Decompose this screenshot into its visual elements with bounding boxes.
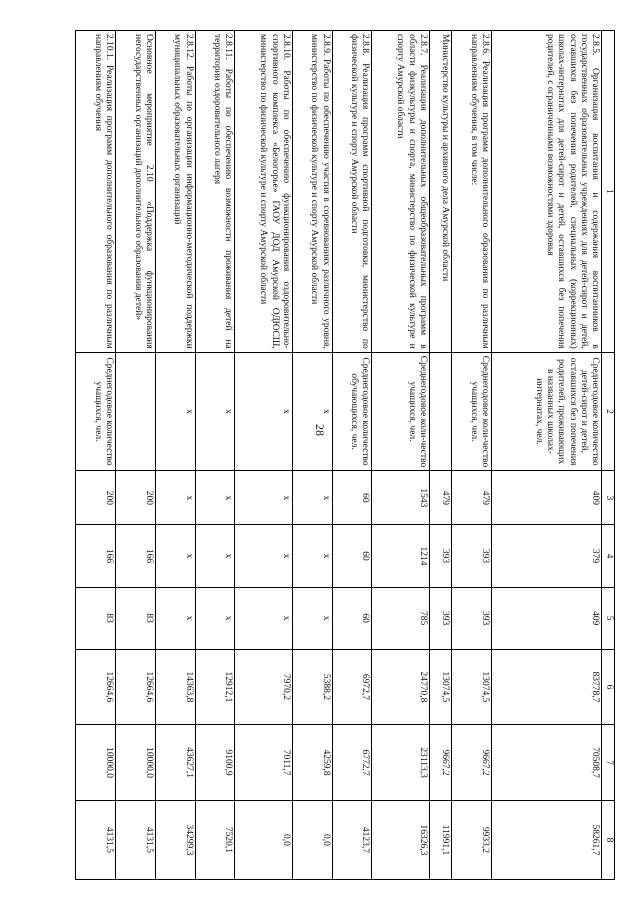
cell-value: 60 xyxy=(332,471,372,525)
row-name: 2.8.11. Работы по обеспечению возможности проживания детей на территории оздоровительного лагеря xyxy=(195,31,235,353)
row-name: 2.8.5. Организация воспитания и содержания воспитанников в государственных образовательных учреждениях для детей-сирот и детей, оставшихся без попечения родителей, специальных (коррекционных) школах-интернатах для детей-сирот и детей, оставшихся без попечения родителей, с ограниченными возможностями здоровья xyxy=(491,31,601,353)
cell-value: 393 xyxy=(429,525,451,587)
cell-value: 479 xyxy=(452,471,492,525)
cell-value: х xyxy=(195,471,235,525)
cell-value: х xyxy=(235,471,292,525)
cell-value: 393 xyxy=(429,587,451,649)
cell-value: 70508,7 xyxy=(491,725,601,801)
cell-value: 409 xyxy=(491,471,601,525)
cell-value: 7520,1 xyxy=(195,800,235,879)
cell-value: 200 xyxy=(76,471,116,525)
cell-value: 1214 xyxy=(372,525,429,587)
cell-value: 0,0 xyxy=(235,800,292,879)
cell-value: 200 xyxy=(115,471,155,525)
row-name: 2.8.10. Работы по обеспечению функционирования оздоровительно-спортивного комплекса «Белогорье» ГАОУ ДОД Амурской ОДЮСШ, министерство по физической культуре и спорту Амурской области xyxy=(235,31,292,353)
cell-value: 12664,6 xyxy=(115,649,155,725)
table-row xyxy=(76,31,116,880)
cell-value: 9667,2 xyxy=(429,725,451,801)
table-row xyxy=(429,31,451,880)
cell-value: х xyxy=(155,587,195,649)
cell-value: 4123,7 xyxy=(332,800,372,879)
cell-value: 16326,3 xyxy=(372,800,429,879)
cell-value: 83778,7 xyxy=(491,649,601,725)
column-header: 8 xyxy=(602,800,615,879)
cell-value: 785 xyxy=(372,587,429,649)
column-header: 4 xyxy=(602,525,615,587)
row-name: 2.8.6. Реализация программ дополнительного образования по различным направлениям обучения, в том числе: xyxy=(452,31,492,353)
row-indicator xyxy=(429,352,451,471)
table-row xyxy=(491,31,601,880)
cell-value: х xyxy=(292,525,332,587)
table-row xyxy=(115,31,155,880)
budget-table xyxy=(75,30,615,880)
cell-value: 6972,7 xyxy=(332,649,372,725)
cell-value: 23113,3 xyxy=(372,725,429,801)
row-indicator: Среднегодовое количество обучающихся, чел. xyxy=(332,352,372,471)
row-name: Основное мероприятие 2.10 «Поддержка функционирования негосударственных организаций дополнительного образования детей» xyxy=(115,31,155,353)
cell-value: 12912,1 xyxy=(195,649,235,725)
cell-value: 166 xyxy=(76,525,116,587)
cell-value: 10000,0 xyxy=(76,725,116,801)
table-row xyxy=(332,31,372,880)
cell-value: 0,0 xyxy=(292,800,332,879)
cell-value: 11991,1 xyxy=(429,800,451,879)
row-name: 2.8.9. Работы по обеспечению участия в соревнованиях различного уровня, министерство по физической культуре и спорту Амурской области xyxy=(292,31,332,353)
cell-value: 9100,9 xyxy=(195,725,235,801)
header-row xyxy=(602,31,615,880)
cell-value: х xyxy=(155,525,195,587)
row-name: 2.10.1. Реализация программ дополнительного образования по различным направлениям обучения xyxy=(76,31,116,353)
cell-value: 9933,2 xyxy=(452,800,492,879)
row-indicator: х xyxy=(195,352,235,471)
cell-value: 83 xyxy=(76,587,116,649)
cell-value: х xyxy=(292,587,332,649)
cell-value: х xyxy=(195,525,235,587)
cell-value: х xyxy=(292,471,332,525)
cell-value: 5388,2 xyxy=(292,649,332,725)
cell-value: х xyxy=(195,587,235,649)
cell-value: 7011,7 xyxy=(235,725,292,801)
row-indicator: х xyxy=(235,352,292,471)
cell-value: х xyxy=(235,587,292,649)
cell-value: 9667,2 xyxy=(452,725,492,801)
row-indicator: х xyxy=(155,352,195,471)
cell-value: 34299,3 xyxy=(155,800,195,879)
row-indicator: х xyxy=(292,352,332,471)
column-header: 7 xyxy=(602,725,615,801)
rotated-table-wrapper xyxy=(75,30,615,880)
cell-value: 58261,7 xyxy=(491,800,601,879)
row-name: 2.8.7. Реализация дополнительных общеобразовательных программ в области физкультуры и спорта, министерство по физической культуре и спорту Амурской области xyxy=(372,31,429,353)
cell-value: 24770,8 xyxy=(372,649,429,725)
cell-value: х xyxy=(155,471,195,525)
column-header: 2 xyxy=(602,352,615,471)
cell-value: 12664,6 xyxy=(76,649,116,725)
row-name: 2.8.12. Работы по организации информационно-методической поддержки муниципальных образовательных организаций xyxy=(155,31,195,353)
cell-value: 6772,7 xyxy=(332,725,372,801)
cell-value: 83 xyxy=(115,587,155,649)
cell-value: 60 xyxy=(332,587,372,649)
cell-value: 13074,5 xyxy=(452,649,492,725)
table-row xyxy=(292,31,332,880)
row-indicator: Среднегодовое коли-чество учащихся, чел. xyxy=(372,352,429,471)
column-header: 5 xyxy=(602,587,615,649)
table-row xyxy=(195,31,235,880)
cell-value: 4259,8 xyxy=(292,725,332,801)
cell-value: 393 xyxy=(452,525,492,587)
cell-value: 14363,8 xyxy=(155,649,195,725)
page-number: 28 xyxy=(313,424,327,436)
cell-value: 10000,0 xyxy=(115,725,155,801)
row-indicator: Среднегодовое количество учащихся, чел. xyxy=(76,352,116,471)
cell-value: х xyxy=(235,525,292,587)
row-indicator: Среднегодовое коли-чество учащихся, чел. xyxy=(452,352,492,471)
column-header: 3 xyxy=(602,471,615,525)
cell-value: 479 xyxy=(429,471,451,525)
column-header: 1 xyxy=(602,31,615,353)
row-indicator xyxy=(115,352,155,471)
column-header: 6 xyxy=(602,649,615,725)
cell-value: 13074,5 xyxy=(429,649,451,725)
cell-value: 60 xyxy=(332,525,372,587)
cell-value: 379 xyxy=(491,525,601,587)
cell-value: 4131,5 xyxy=(115,800,155,879)
row-indicator: Среднегодовое количество детей-сирот и детей, оставшихся без попечения родителей, проживающих в названных школах-интернатах, чел. xyxy=(491,352,601,471)
table-row xyxy=(235,31,292,880)
cell-value: 43627,1 xyxy=(155,725,195,801)
cell-value: 1543 xyxy=(372,471,429,525)
cell-value: 4131,5 xyxy=(76,800,116,879)
cell-value: 166 xyxy=(115,525,155,587)
cell-value: 409 xyxy=(491,587,601,649)
table-row xyxy=(452,31,492,880)
table-row xyxy=(155,31,195,880)
cell-value: 393 xyxy=(452,587,492,649)
cell-value: 7970,2 xyxy=(235,649,292,725)
row-name: Министерство культуры и архивного дела Амурской области xyxy=(429,31,451,353)
table-row xyxy=(372,31,429,880)
row-name: 2.8.8. Реализация программ спортивной подготовки, министерство по физической культуре и спорту Амурской области xyxy=(332,31,372,353)
